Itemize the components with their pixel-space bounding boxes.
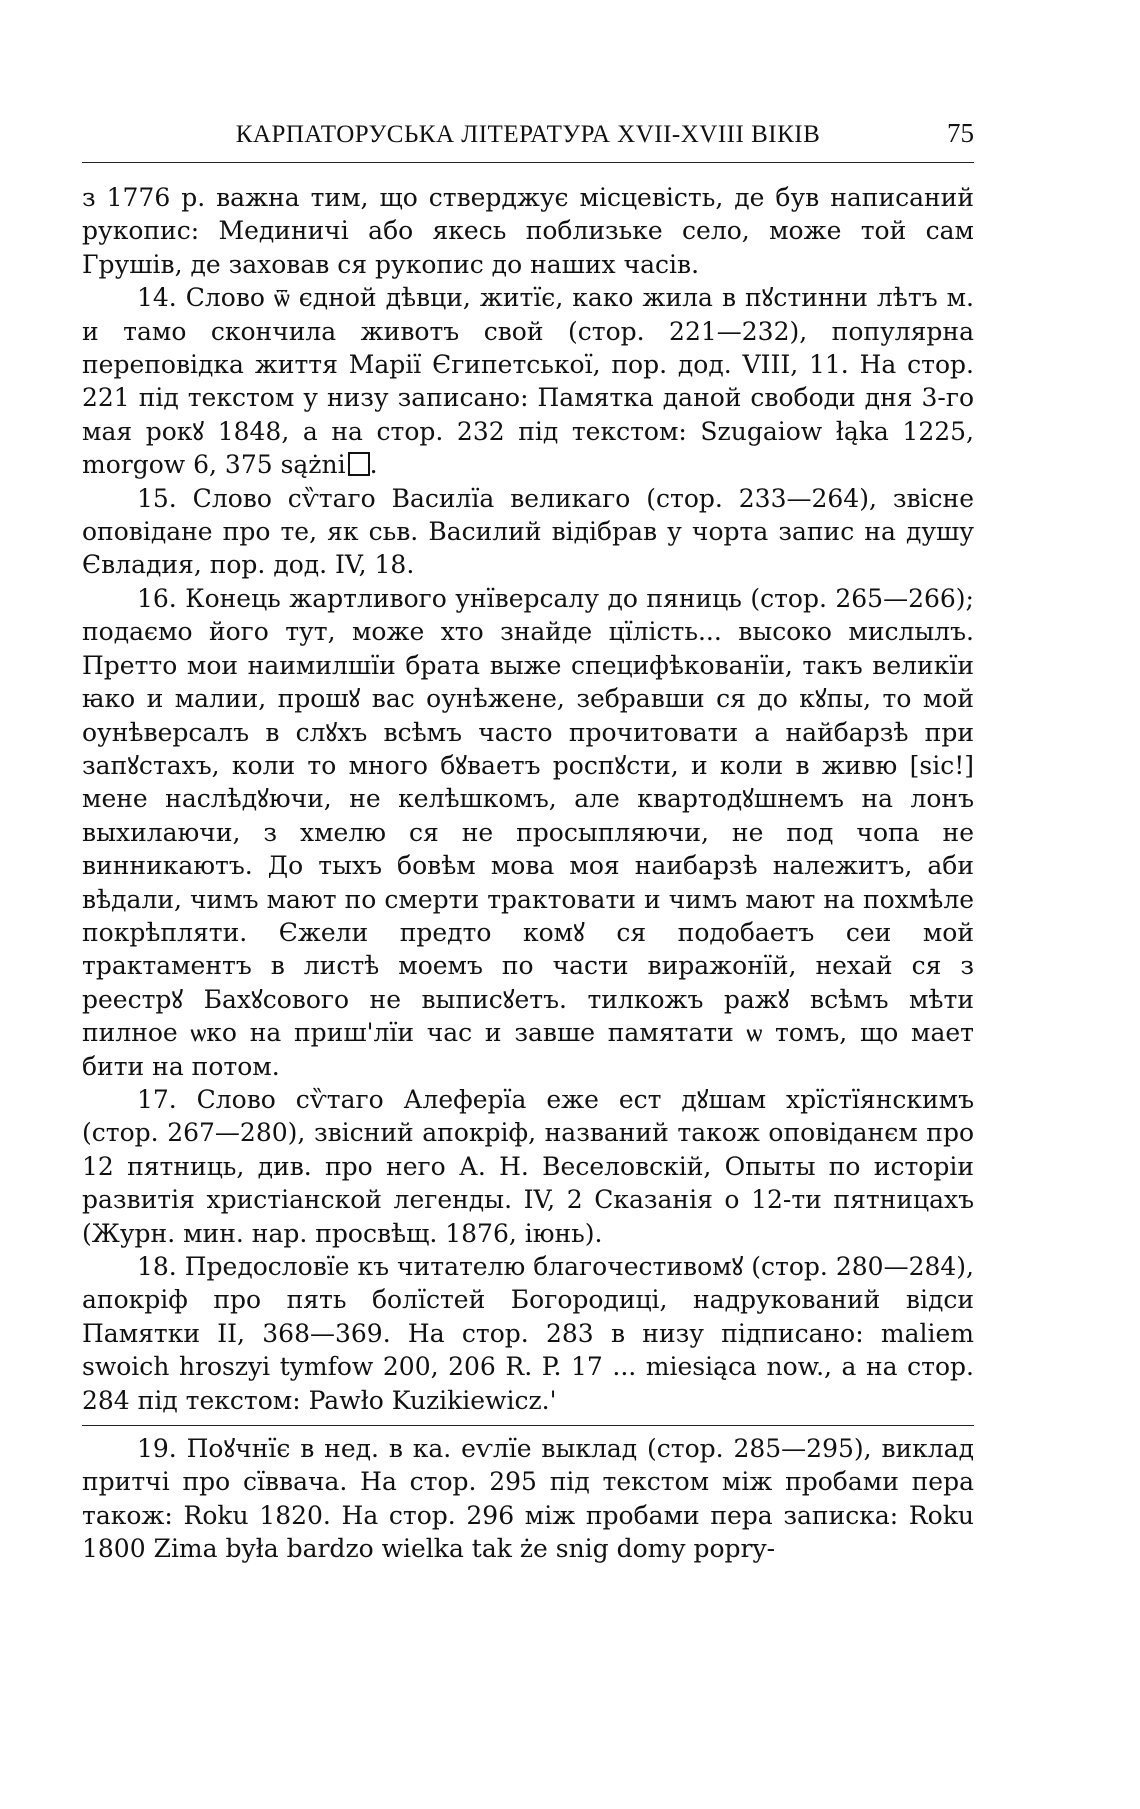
paragraph-item-17: 17. Слово сѷтаго Алеферїа еже ест дꙋшам хрїстїянскимъ (стор. 267—280), звісний апокріф, названий також оповіданєм про 12 пятниць, див. про него А. Н. Веселовскій, Опыты по исторіи развитія христіанской легенды. IV, 2 Сказанія о 12-ти пятницахъ (Журн. мин. нар. просвѣщ. 1876, іюнь).: [82, 1084, 974, 1248]
paragraph-item-15: 15. Слово сѷтаго Василїа великаго (стор. 233—264), звісне оповідане про те, як сьв. Василий відібрав у чорта запис на душу Євладия, пор. дод. IV, 18.: [82, 483, 974, 580]
separator-rule: [82, 1425, 974, 1426]
page-number: 75: [947, 118, 974, 148]
paragraph-item-18: 18. Предословїе къ читателю благочестивомꙋ (стор. 280—284), апокріф про пять болїстей Богородиці, надрукований відси Памятки II, 368—369. На стор. 283 в низу підписано: maliem swoich hroszyi tymfow 200, 206 R. P. 17 ... miesiąca now., а на стор. 284 під текстом: Pawło Kuzikiewicz.': [82, 1252, 974, 1415]
page-body: [82, 181, 974, 1566]
running-title: КАРПАТОРУСЬКА ЛІТЕРАТУРА XVII-XVIII ВІКІВ: [235, 121, 821, 148]
paragraph-item-16: 16. Конець жартливого унїверсалу до пяниць (стор. 265—266); подаємо його тут, може хто знайде цїлість... высоко мислылъ. Претто мои наимилшїи брата выже специфѣкованїи, такъ великїи ꙗко и малии, прошꙋ вас оунѣжене, зебравши ся до кꙋпы, то мой оунѣверсалъ в слꙋхъ всѣмъ часто прочитовати а найбарзѣ при запꙋстахъ, коли то много бꙋваетъ роспꙋсти, и коли в живю [sic!] мене наслѣдꙋючи, не келѣшкомъ, але квартодꙋшнемъ на лонъ выхилаючи, з хмелю ся не просыпляючи, не под чопа не винникаютъ. До тыхъ бовѣм мова моя наибарзѣ належитъ, аби вѣдали, чимъ мают по смерти трактовати и чимъ мают на похмѣле покрѣпляти. Єжели предто комꙋ ся подобаетъ сеи мой трактаментъ в листѣ моемъ по части виражонїй, нехай ся з реестрꙋ Бахꙋсового не выписꙋетъ. тилкожъ ражꙋ всѣмъ мѣти пилное ѡко на приш'лїи час и завше памятати ѡ томъ, що мает бити на потом.: [82, 583, 974, 1081]
paragraph-continuation: з 1776 р. важна тим, що стверджує місцевість, де був написаний рукопис: Мединичі або якесь поблизьке село, може той сам Грушів, де заховав ся рукопис до наших часів.: [82, 183, 974, 279]
page-header: [82, 118, 974, 163]
document-page: [82, 118, 974, 1566]
paragraph-item-14-text: 14. Слово ѿ єдной дѣвци, житїє, како жила в пꙋстинни лѣтъ м. и тамо скончила животъ свой (стор. 221—232), популярна переповідка життя Марії Єгипетської, пор. дод. VIII, 11. На стор. 221 під текстом у низу записано: Памятка даной свободи дня 3-го мая рокꙋ 1848, а на стор. 232 під текстом: Szugaiow łąka 1225, morgow 6, 375 sążni: [82, 283, 974, 480]
paragraph-item-14: 14. Слово ѿ єдной дѣвци, житїє, како жила в пꙋстинни лѣтъ м. и тамо скончила животъ свой (стор. 221—232), популярна переповідка життя Марії Єгипетської, пор. дод. VIII, 11. На стор. 221 під текстом у низу записано: Памятка даной свободи дня 3-го мая рокꙋ 1848, а на стор. 232 під текстом: Szugaiow łąka 1225, morgow 6, 375 sążni .: [82, 283, 974, 480]
paragraph-item-19: 19. Поꙋчнїє в нед. в ка. еѵлїе выклад (стор. 285—295), виклад притчі про сїввача. На стор. 295 під текстом між пробами пера також: Roku 1820. На стор. 296 між пробами пера записка: Roku 1800 Zima była bardzo wielka tak że snig domy popry-: [82, 1434, 974, 1564]
empty-box-symbol: [348, 452, 370, 476]
